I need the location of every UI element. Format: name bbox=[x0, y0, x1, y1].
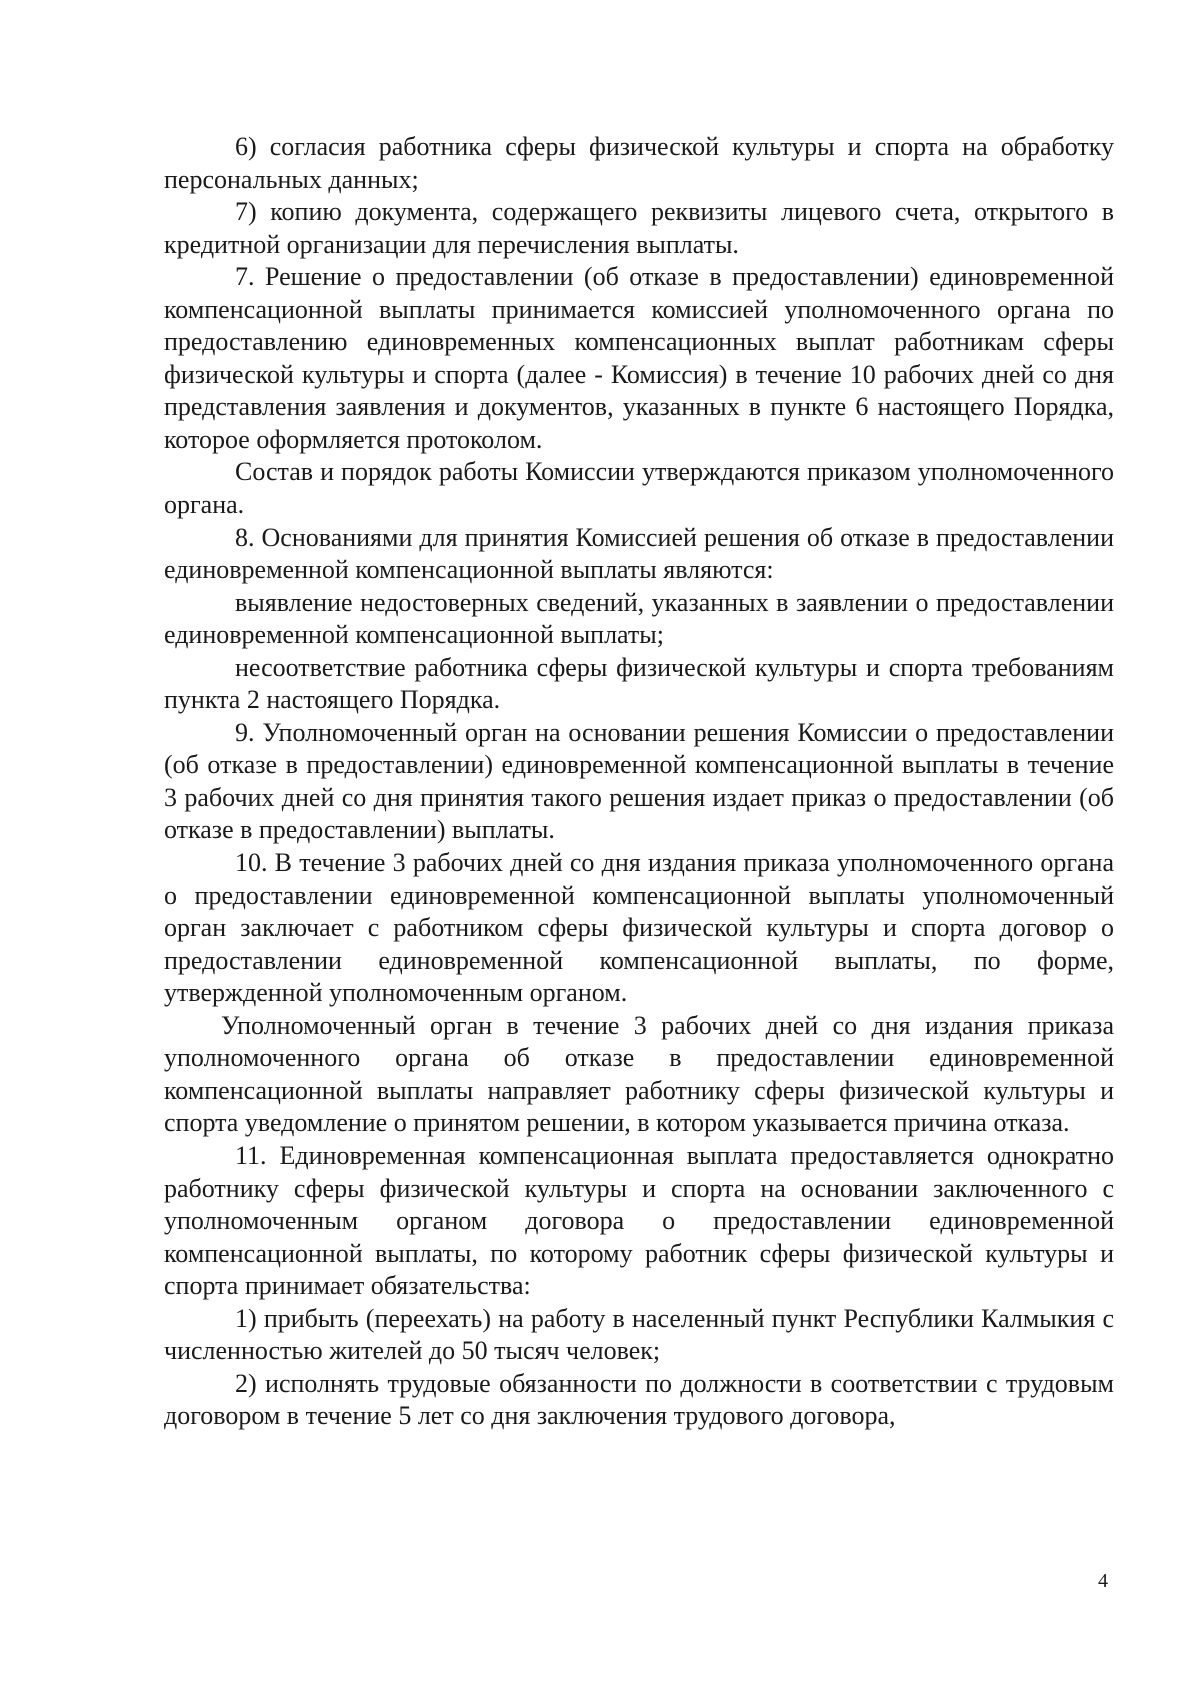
paragraph-commission-composition: Состав и порядок работы Комиссии утверждаются приказом уполномоченного органа. bbox=[164, 457, 1114, 520]
document-body bbox=[164, 131, 1114, 1433]
paragraph-ground-nonconformity: несоответствие работника сферы физической культуры и спорта требованиям пункта 2 настоящего Порядка. bbox=[164, 652, 1114, 715]
paragraph-account-document-copy: 7) копию документа, содержащего реквизиты лицевого счета, открытого в кредитной организации для перечисления выплаты. bbox=[164, 197, 1114, 259]
paragraph-item-11-payment: 11. Единовременная компенсационная выплата предоставляется однократно работнику сферы физической культуры и спорта на основании заключенного с уполномоченным органом договора о предоставлении единовременной компенсационной выплаты, по которому работник сферы физической культуры и спорта принимает обязательства: bbox=[164, 1140, 1114, 1301]
paragraph-refusal-notification: Уполномоченный орган в течение 3 рабочих дней со дня издания приказа уполномоченного органа об отказе в предоставлении единовременной компенсационной выплаты направляет работнику сферы физической культуры и спорта уведомление о принятом решении, в котором указывается причина отказа. bbox=[164, 1010, 1114, 1138]
page-number: 4 bbox=[1098, 1570, 1108, 1592]
paragraph-item-9-order: 9. Уполномоченный орган на основании решения Комиссии о предоставлении (об отказе в предоставлении) единовременной компенсационной выплаты в течение 3 рабочих дней со дня принятия такого решения издает приказ о предоставлении (об отказе в предоставлении) выплаты. bbox=[164, 717, 1114, 845]
paragraph-ground-unreliable-info: выявление недостоверных сведений, указанных в заявлении о предоставлении единовременной компенсационной выплаты; bbox=[164, 587, 1114, 650]
paragraph-obligation-work-5-years: 2) исполнять трудовые обязанности по должности в соответствии с трудовым договором в течение 5 лет со дня заключения трудового договора, bbox=[164, 1368, 1114, 1431]
paragraph-item-8-refusal-grounds: 8. Основаниями для принятия Комиссией решения об отказе в предоставлении единовременной компенсационной выплаты являются: bbox=[164, 522, 1114, 585]
paragraph-obligation-relocate: 1) прибыть (переехать) на работу в населенный пункт Республики Калмыкия с численностью жителей до 50 тысяч человек; bbox=[164, 1303, 1114, 1366]
paragraph-consent-personal-data: 6) согласия работника сферы физической культуры и спорта на обработку персональных данных; bbox=[164, 132, 1114, 194]
paragraph-item-7-decision: 7. Решение о предоставлении (об отказе в предоставлении) единовременной компенсационной выплаты принимается комиссией уполномоченного органа по предоставлению единовременных компенсационных выплат работникам сферы физической культуры и спорта (далее - Комиссия) в течение 10 рабочих дней со дня представления заявления и документов, указанных в пункте 6 настоящего Порядка, которое оформляется протоколом. bbox=[164, 262, 1114, 454]
paragraph-item-10-contract: 10. В течение 3 рабочих дней со дня издания приказа уполномоченного органа о предоставлении единовременной компенсационной выплаты уполномоченный орган заключает с работником сферы физической культуры и спорта договор о предоставлении единовременной компенсационной выплаты, по форме, утвержденной уполномоченным органом. bbox=[164, 848, 1114, 1008]
